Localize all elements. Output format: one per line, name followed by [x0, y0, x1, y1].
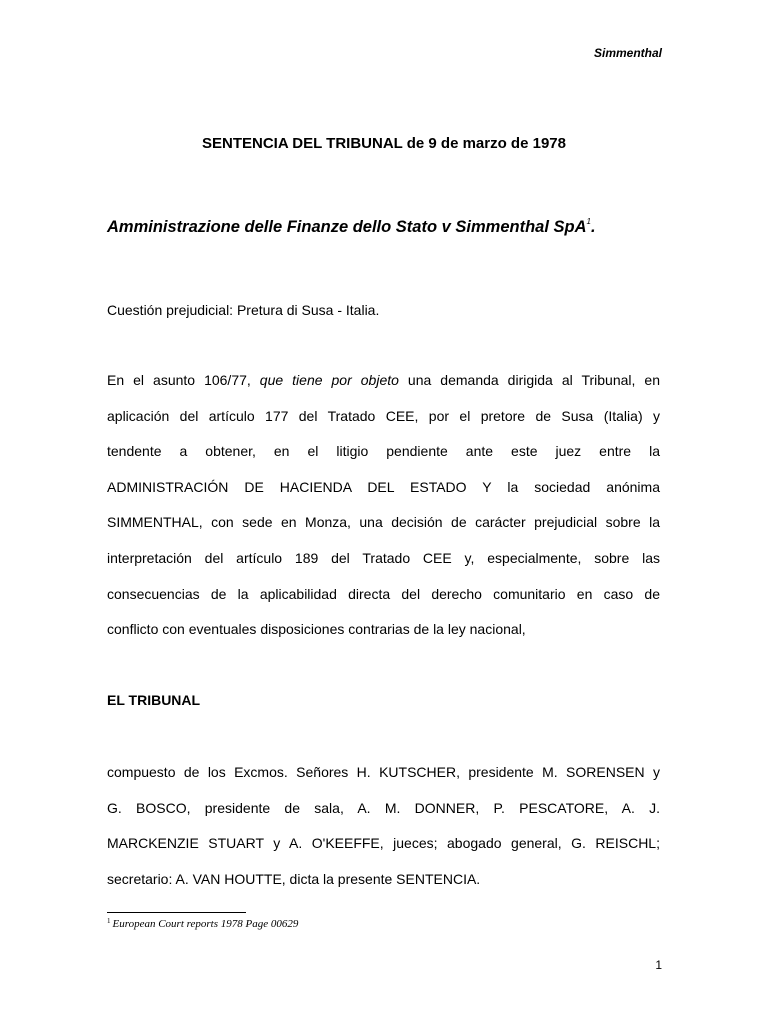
running-head: Simmenthal	[593, 46, 662, 60]
case-name-text: Amministrazione delle Finanze dello Stato v Simmenthal SpA	[107, 218, 587, 236]
paragraph-line	[107, 363, 660, 399]
paragraph-line: aplicación del artículo 177 del Tratado CEE, por el pretore de Susa (Italia) y	[107, 407, 660, 424]
paragraph-text: una demanda dirigida al Tribunal, en	[398, 372, 660, 388]
paragraph-line: interpretación del artículo 189 del Tratado CEE y, especialmente, sobre las	[107, 549, 660, 566]
paragraph-line: SIMMENTHAL, con sede en Monza, una decisión de carácter prejudicial sobre la	[107, 514, 660, 531]
footnote	[107, 918, 298, 930]
paragraph-line: tendente a obtener, en el litigio pendiente ante este juez entre la	[107, 443, 660, 460]
paragraph-line: G. BOSCO, presidente de sala, A. M. DONNER, P. PESCATORE, A. J.	[107, 799, 660, 816]
case-paragraph	[107, 363, 660, 648]
court-composition-paragraph	[107, 755, 660, 897]
footnote-separator	[107, 912, 246, 913]
question-text: Cuestión prejudicial: Pretura di Susa - Italia.	[107, 302, 380, 318]
paragraph-line: conflicto con eventuales disposiciones contrarias de la ley nacional,	[107, 621, 526, 638]
judgment-title: SENTENCIA DEL TRIBUNAL de 9 de marzo de 1978	[202, 135, 566, 152]
paragraph-italic-text: que tiene por objeto	[259, 372, 399, 388]
footnote-number: 1	[107, 917, 111, 925]
paragraph-line: consecuencias de la aplicabilidad directa del derecho comunitario en caso de	[107, 585, 660, 602]
preliminary-question	[107, 293, 660, 329]
paragraph-line: MARCKENZIE STUART y A. O'KEEFFE, jueces; abogado general, G. REISCHL;	[107, 835, 660, 852]
case-name-end: .	[590, 218, 596, 236]
section-heading: EL TRIBUNAL	[107, 692, 201, 708]
footnote-reference[interactable]: 1	[586, 217, 591, 226]
paragraph-line: secretario: A. VAN HOUTTE, dicta la presente SENTENCIA.	[107, 870, 481, 887]
paragraph-line: compuesto de los Excmos. Señores H. KUTSCHER, presidente M. SORENSEN y	[107, 764, 660, 780]
case-name	[107, 218, 596, 237]
footnote-text: European Court reports 1978 Page 00629	[112, 918, 299, 930]
page-number: 1	[655, 958, 662, 972]
paragraph-text: En el asunto 106/77,	[107, 372, 260, 388]
paragraph-line: ADMINISTRACIÓN DE HACIENDA DEL ESTADO Y la sociedad anónima	[107, 478, 660, 495]
